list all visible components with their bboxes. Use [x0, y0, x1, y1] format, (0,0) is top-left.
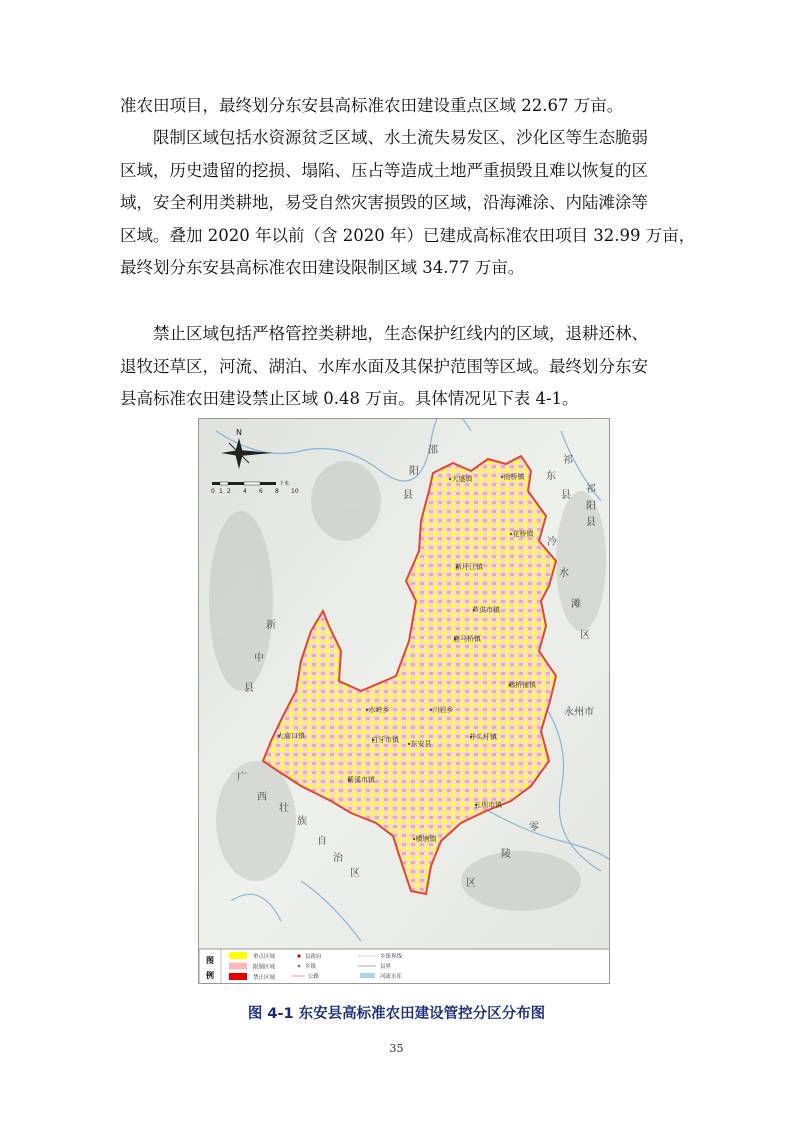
text-line: 域，安全利用类耕地，易受自然灾害损毁的区域，沿海滩涂、内陆滩涂等 — [120, 193, 648, 212]
town-label: 鹿马桥镇 — [453, 635, 481, 643]
region-label: 区 — [466, 878, 476, 889]
region-label: 治 — [333, 853, 343, 864]
text-line: 退牧还草区，河流、湖泊、水库水面及其保护范围等区域。最终划分东安 — [120, 356, 648, 376]
region-label: 新 — [266, 620, 276, 631]
town-label: 五圳市镇 — [474, 801, 502, 809]
scale-tick: 0 — [211, 488, 215, 495]
region-label: 族 — [297, 816, 307, 827]
region-label: 冷 — [547, 537, 557, 548]
legend-township: 乡镇 — [305, 964, 317, 970]
scale-tick: 2 — [227, 488, 231, 495]
town-label: 横塘镇 — [415, 835, 437, 843]
scale-tick: 4 — [243, 488, 247, 495]
region-label: 零 — [529, 822, 539, 833]
town-label: 井头圩镇 — [469, 733, 497, 741]
legend-label: 重点区域 — [253, 954, 276, 960]
town-label: 大盛镇 — [451, 475, 473, 483]
paragraph-2 — [120, 122, 696, 285]
region-label: 陵 — [501, 849, 511, 860]
scale-tick: 6 — [259, 488, 263, 495]
region-label: 滩 — [571, 599, 581, 610]
town-label: 端桥铺镇 — [508, 681, 536, 689]
region-label: 阳 — [409, 466, 419, 477]
region-label: 西 — [257, 792, 267, 803]
legend-town-boundary: 乡镇界线 — [380, 954, 403, 960]
town-label: 南桥镇 — [503, 473, 525, 481]
text-line: 最终划分东安县高标准农田建设限制区域 34.77 万亩。 — [120, 258, 525, 277]
region-label: 区 — [580, 630, 590, 641]
paragraph-1 — [120, 90, 676, 123]
legend-road: 公路 — [308, 974, 320, 980]
legend-county-seat: 县政府 — [305, 954, 322, 960]
town-label: 东安县 — [410, 740, 432, 748]
region-label: 祁 — [586, 484, 596, 495]
legend-swatch — [229, 952, 247, 959]
legend-label: 禁止区域 — [253, 975, 276, 981]
region-label: 自 — [317, 836, 327, 847]
region-label: 永州市 — [564, 707, 594, 718]
region-label: 邵 — [428, 445, 438, 456]
scale-tick: 1 — [219, 488, 223, 495]
text-line: 禁止区域包括严格管控类耕地，生态保护红线内的区域，退耕还林、 — [153, 324, 648, 343]
text-line: 区域，历史遗留的挖损、塌陷、压占等造成土地严重损毁且难以恢复的区 — [120, 160, 648, 180]
region-label: 壮 — [279, 803, 289, 814]
text-line: 县高标准农田建设禁止区域 0.48 万亩。具体情况见下表 4-1。 — [120, 389, 579, 408]
map-canvas — [199, 419, 610, 984]
text-line: 限制区域包括水资源贫乏区域、水土流失易发区、沙化区等生态脆弱 — [153, 128, 648, 147]
scale-unit: 千米 — [279, 481, 290, 487]
region-label: 东 — [546, 471, 556, 482]
region-label: 阳 — [586, 501, 596, 512]
legend-title-bottom: 例 — [206, 971, 214, 980]
map-legend — [199, 949, 610, 984]
town-label: 新圩江镇 — [455, 563, 483, 571]
town-label: 大庙口镇 — [277, 732, 305, 740]
legend-county-boundary: 县界 — [380, 964, 392, 970]
legend-water: 河流水库 — [380, 974, 403, 980]
region-label: 县 — [403, 490, 413, 501]
town-label: 川岩乡 — [432, 706, 454, 714]
town-label: 芦洪市镇 — [472, 606, 500, 614]
region-label: 县 — [244, 683, 254, 694]
region-label: 县 — [561, 490, 571, 501]
region-label: 中 — [254, 653, 264, 664]
legend-title-top: 图 — [206, 956, 214, 965]
north-label: N — [236, 428, 242, 437]
page-number: 35 — [389, 1042, 404, 1055]
legend-swatch — [229, 963, 247, 970]
town-label: 水岭乡 — [368, 706, 390, 714]
zoning-map — [198, 418, 610, 984]
legend-label: 限制区域 — [253, 964, 276, 971]
legend-swatch — [229, 973, 247, 980]
region-label: 水 — [559, 568, 569, 579]
figure-caption: 图 4-1 东安县高标准农田建设管控分区分布图 — [247, 1006, 546, 1022]
town-label: 花桥镇 — [512, 530, 534, 538]
region-label: 祁 — [563, 455, 573, 466]
region-label: 县 — [586, 517, 596, 528]
town-label: 紫溪市镇 — [347, 776, 375, 784]
scale-tick: 8 — [275, 488, 279, 495]
paragraph-3 — [120, 318, 676, 416]
town-label: 白牙市镇 — [371, 736, 399, 744]
scale-tick: 10 — [291, 488, 299, 495]
text-line: 准农田项目，最终划分东安县高标准农田建设重点区域 22.67 万亩。 — [120, 96, 624, 115]
text-line: 区域。叠加 2020 年以前（含 2020 年）已建成高标准农田项目 32.99 万亩， — [120, 225, 696, 245]
region-label: 区 — [350, 868, 360, 879]
region-label: 广 — [237, 772, 247, 783]
